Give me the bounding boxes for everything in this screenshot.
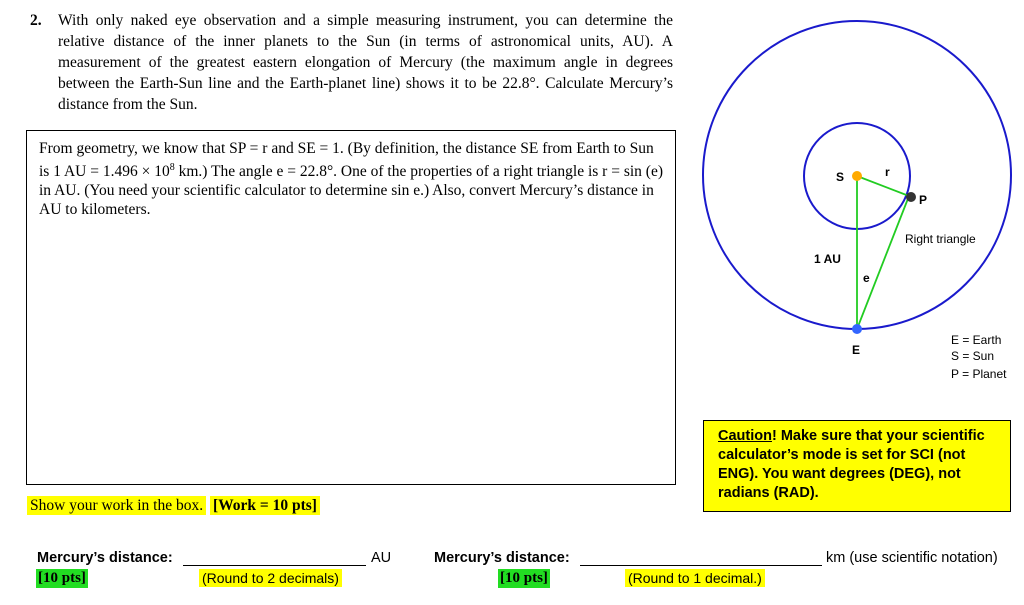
answer-au-label: Mercury’s distance: xyxy=(37,550,173,566)
work-points: [Work = 10 pts] xyxy=(210,496,320,515)
show-work-text: Show your work in the box. xyxy=(27,496,206,515)
caution-text: ! Make sure that your scientific calculator’s mode is set for SCI (not ENG). You want degrees (DEG), not radians (RAD). xyxy=(718,428,985,501)
earth-icon xyxy=(852,324,862,334)
hint-exponent: 8 xyxy=(169,162,175,173)
work-box[interactable] xyxy=(26,130,676,485)
label-e-angle: e xyxy=(863,271,870,285)
label-au: 1 AU xyxy=(814,252,841,266)
hint-part-1: From geometry, we know that SP = r and SE = 1. (By definition, the distance SE from Earth to Sun is 1 AU = 1.496 × 10 xyxy=(39,140,654,181)
answer-au-rounding: (Round to 2 decimals) xyxy=(199,569,342,587)
label-right-triangle: Right triangle xyxy=(905,232,976,246)
answer-km-line[interactable] xyxy=(580,565,822,566)
answer-km-unit: km (use scientific notation) xyxy=(826,550,998,566)
legend-planet: P = Planet xyxy=(951,367,1007,381)
question-number: 2. xyxy=(30,12,42,29)
work-box-hint xyxy=(39,139,667,219)
legend-sun: S = Sun xyxy=(951,349,995,363)
answer-km-points: [10 pts] xyxy=(500,570,548,586)
orbit-diagram xyxy=(690,0,1024,400)
answer-km-rounding: (Round to 1 decimal.) xyxy=(625,569,765,587)
show-work-instruction xyxy=(27,496,320,516)
label-p: P xyxy=(919,193,928,207)
answer-km-label: Mercury’s distance: xyxy=(434,550,570,566)
legend-earth: E = Earth xyxy=(951,333,1002,347)
hint-part-2: km.) The angle e = 22.8°. One of the properties of a right triangle is r = sin (e) in AU. (You need your scientific calculator to determine sin e.) Also, convert Mercury’s distance in AU to kilometers. xyxy=(39,163,663,219)
question-text: With only naked eye observation and a simple measuring instrument, you can determine the relative distance of the inner planets to the Sun (in terms of astronomical units, AU). A measurement of the greatest eastern elongation of Mercury (the maximum angle in degrees between the Earth-Sun line and the Earth-planet line) shows it to be 22.8°. Calculate Mercury’s distance from the Sun. xyxy=(58,12,673,113)
answer-au-line[interactable] xyxy=(183,565,366,566)
line-ep xyxy=(857,196,909,329)
label-e-point: E xyxy=(852,343,861,357)
line-sp xyxy=(857,176,909,196)
label-r: r xyxy=(885,165,890,179)
caution-box xyxy=(703,420,1011,512)
label-s: S xyxy=(836,170,845,184)
answer-au-unit: AU xyxy=(371,550,392,566)
sun-icon xyxy=(852,171,862,181)
caution-word: Caution xyxy=(718,428,772,444)
planet-icon xyxy=(906,192,916,202)
answer-au-points: [10 pts] xyxy=(38,570,86,586)
